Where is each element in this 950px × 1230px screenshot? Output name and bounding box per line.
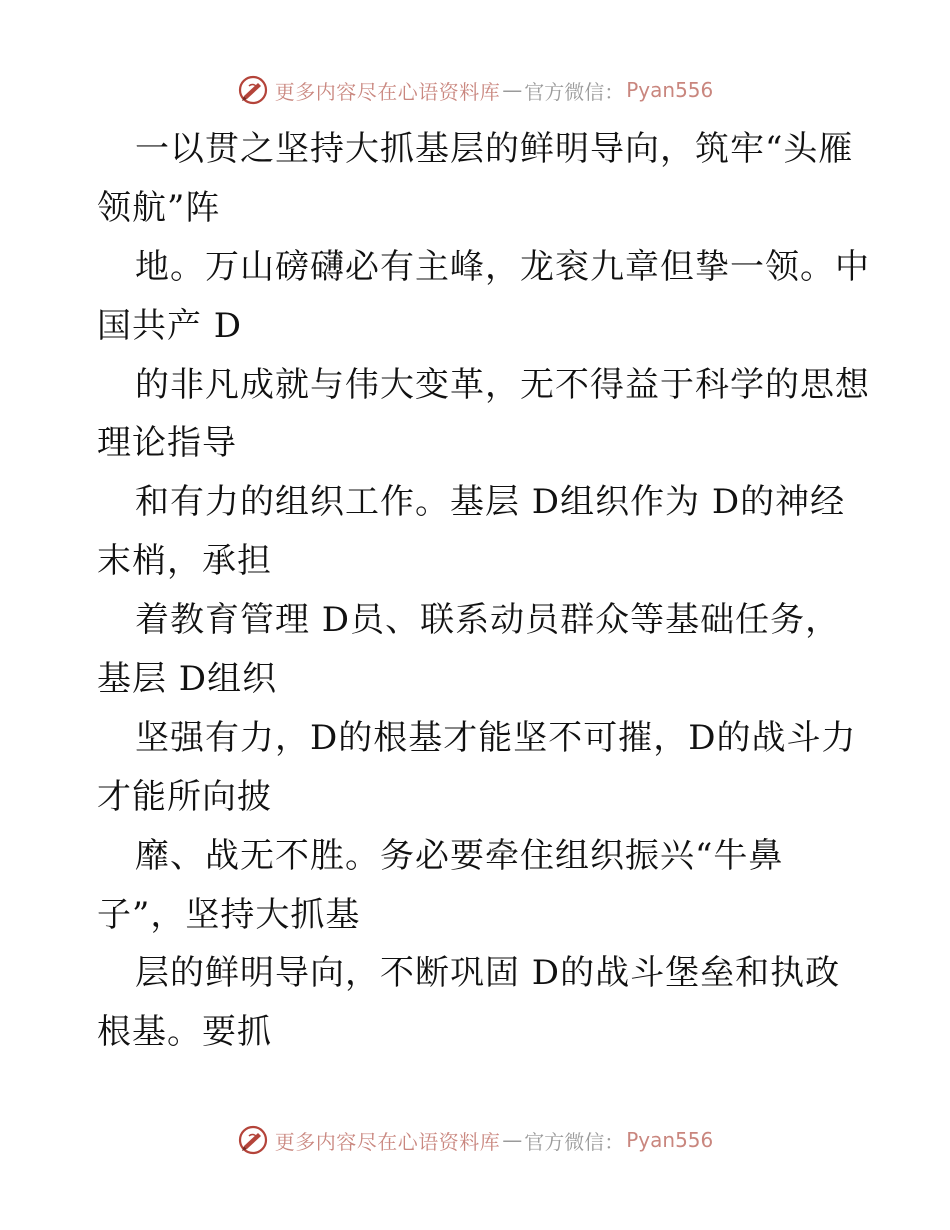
text-line: 层的鲜明导向，不断巩固 D的战斗堡垒和执政	[135, 953, 841, 994]
banner-separator: —	[502, 78, 523, 102]
text-line: 靡、战无不胜。务必要牵住组织振兴“牛鼻	[135, 835, 784, 876]
banner-wechat-label: 官方微信：	[524, 79, 625, 104]
text-line: 子”，坚持大抓基	[97, 894, 361, 935]
text-line: 才能所向披	[97, 776, 272, 817]
text-line: 一以贯之坚持大抓基层的鲜明导向，筑牢“头雁	[135, 129, 854, 169]
hand-pen-logo-icon	[237, 1124, 269, 1156]
text-line: 和有力的组织工作。基层 D组织作为 D的神经	[135, 482, 846, 523]
text-line: 的非凡成就与伟大变革，无不得益于科学的思想	[135, 364, 870, 405]
text-line: 基层 D组织	[97, 659, 278, 700]
header-banner	[0, 70, 950, 110]
footer-banner	[0, 1120, 950, 1160]
banner-wechat-id: Pyan556	[626, 78, 714, 102]
text-line: 末梢，承担	[97, 541, 272, 582]
text-line: 根基。要抓	[97, 1012, 272, 1053]
banner-wechat-id: Pyan556	[626, 1128, 714, 1152]
document-body	[97, 120, 870, 1062]
text-line: 国共产 D	[97, 305, 243, 346]
hand-pen-logo-icon	[237, 74, 269, 106]
text-line: 着教育管理 D员、联系动员群众等基础任务，	[135, 600, 841, 641]
banner-wechat-label: 官方微信：	[524, 1129, 625, 1154]
text-line: 领航”阵	[97, 187, 221, 228]
banner-separator: —	[502, 1128, 523, 1152]
text-line: 坚强有力，D的根基才能坚不可摧，D的战斗力	[135, 717, 857, 758]
text-line: 理论指导	[97, 423, 237, 464]
text-line: 地。万山磅礴必有主峰，龙衮九章但挚一领。中	[135, 246, 870, 287]
banner-brand-text: 更多内容尽在心语资料库	[274, 1129, 501, 1154]
banner-brand-text: 更多内容尽在心语资料库	[274, 79, 501, 104]
